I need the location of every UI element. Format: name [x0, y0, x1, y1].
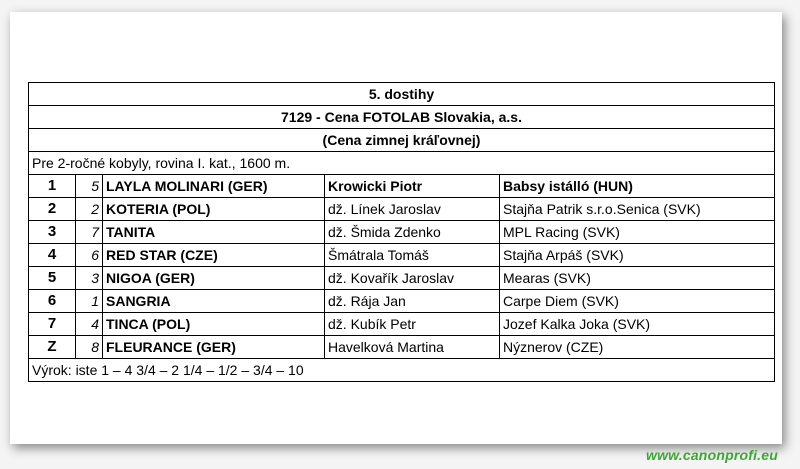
table-row	[29, 198, 775, 221]
table-row	[29, 267, 775, 290]
table-row	[29, 313, 775, 336]
placing: 4	[29, 244, 76, 267]
race-name-row	[29, 106, 775, 129]
table-row	[29, 221, 775, 244]
table-row	[29, 336, 775, 359]
start-number: 1	[76, 290, 103, 313]
jockey-name: dž. Kubík Petr	[325, 313, 500, 336]
owner-name: Mearas (SVK)	[500, 267, 775, 290]
result-line: Výrok: iste 1 – 4 3/4 – 2 1/4 – 1/2 – 3/4 – 10	[29, 359, 775, 382]
placing: 2	[29, 198, 76, 221]
owner-name: Stajňa Patrik s.r.o.Senica (SVK)	[500, 198, 775, 221]
placing: 1	[29, 175, 76, 198]
placing: 7	[29, 313, 76, 336]
jockey-name: dž. Rája Jan	[325, 290, 500, 313]
placing: 5	[29, 267, 76, 290]
race-name: 7129 - Cena FOTOLAB Slovakia, a.s.	[29, 106, 775, 129]
race-conditions: Pre 2-ročné kobyly, rovina I. kat., 1600 m.	[29, 152, 775, 175]
race-number-row	[29, 83, 775, 106]
owner-name: Nýznerov (CZE)	[500, 336, 775, 359]
race-number-title: 5. dostihy	[29, 83, 775, 106]
start-number: 3	[76, 267, 103, 290]
horse-name: NIGOA (GER)	[103, 267, 325, 290]
jockey-name: Havelková Martina	[325, 336, 500, 359]
horse-name: TINCA (POL)	[103, 313, 325, 336]
start-number: 6	[76, 244, 103, 267]
owner-name: Carpe Diem (SVK)	[500, 290, 775, 313]
table-row	[29, 244, 775, 267]
horse-name: SANGRIA	[103, 290, 325, 313]
jockey-name: Šmátrala Tomáš	[325, 244, 500, 267]
horse-name: LAYLA MOLINARI (GER)	[103, 175, 325, 198]
owner-name: Stajňa Arpáš (SVK)	[500, 244, 775, 267]
jockey-name: dž. Šmida Zdenko	[325, 221, 500, 244]
start-number: 4	[76, 313, 103, 336]
horse-name: TANITA	[103, 221, 325, 244]
race-subtitle-row	[29, 129, 775, 152]
horse-name: FLEURANCE (GER)	[103, 336, 325, 359]
horse-name: KOTERIA (POL)	[103, 198, 325, 221]
race-conditions-row	[29, 152, 775, 175]
owner-name: Babsy istálló (HUN)	[500, 175, 775, 198]
owner-name: MPL Racing (SVK)	[500, 221, 775, 244]
start-number: 5	[76, 175, 103, 198]
horse-name: RED STAR (CZE)	[103, 244, 325, 267]
placing: 6	[29, 290, 76, 313]
jockey-name: Krowicki Piotr	[325, 175, 500, 198]
start-number: 8	[76, 336, 103, 359]
table-row	[29, 175, 775, 198]
jockey-name: dž. Kovařík Jaroslav	[325, 267, 500, 290]
start-number: 7	[76, 221, 103, 244]
jockey-name: dž. Línek Jaroslav	[325, 198, 500, 221]
race-results-table	[28, 82, 775, 382]
placing: Z	[29, 336, 76, 359]
placing: 3	[29, 221, 76, 244]
watermark-text: www.canonprofi.eu	[646, 447, 778, 463]
result-row	[29, 359, 775, 382]
race-subtitle: (Cena zimnej kráľovnej)	[29, 129, 775, 152]
owner-name: Jozef Kalka Joka (SVK)	[500, 313, 775, 336]
table-row	[29, 290, 775, 313]
start-number: 2	[76, 198, 103, 221]
